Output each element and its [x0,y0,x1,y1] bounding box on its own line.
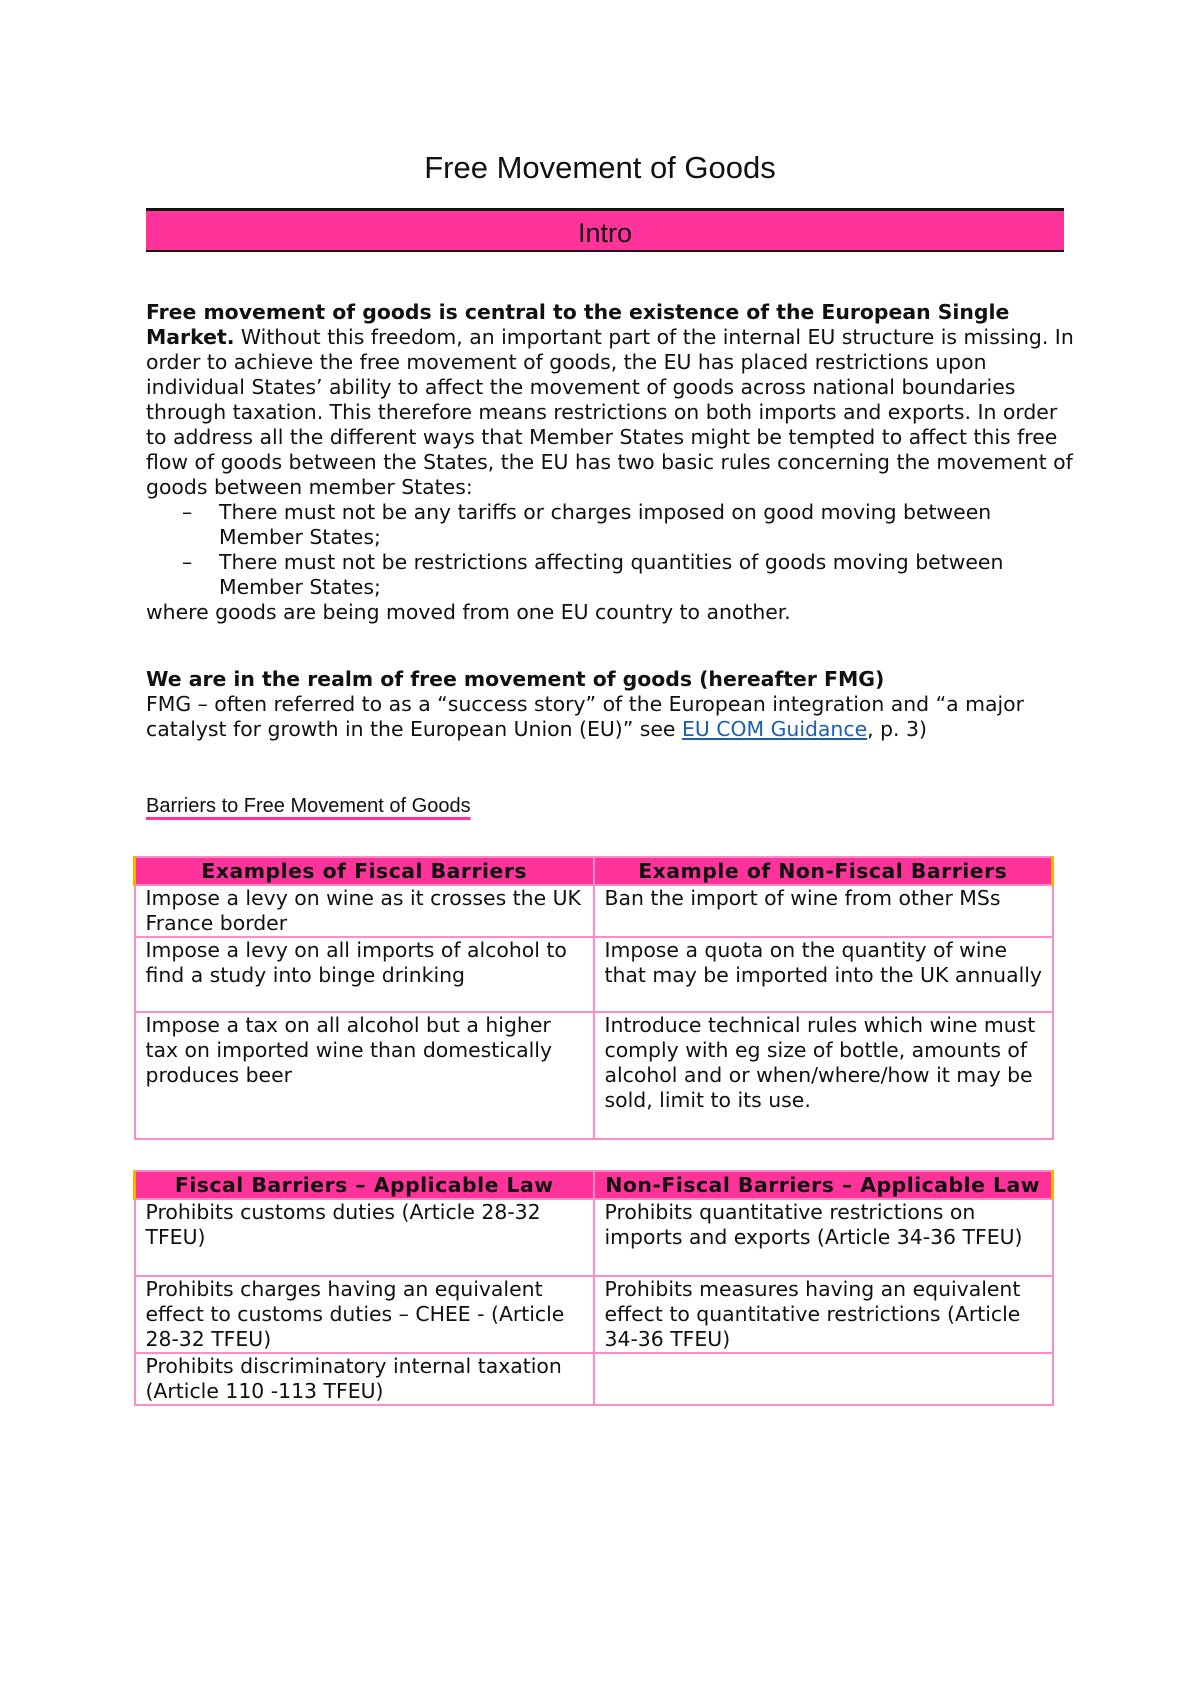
barriers-heading [146,793,477,819]
table-row [135,1353,1053,1405]
barriers-heading-text: Barriers to Free Movement of Goods [146,795,471,817]
table-header: Examples of Fiscal Barriers [135,857,594,885]
table-cell: Prohibits quantitative restrictions on imports and exports (Article 34-36 TFEU) [594,1199,1053,1276]
page-title: Free Movement of Goods [424,150,776,185]
intro-bold-lead: Free movement of goods is central to the existence of the European Single Market. [146,300,1010,349]
table-header: Fiscal Barriers – Applicable Law [135,1171,594,1199]
rules-list [146,500,1076,600]
table-row [135,1199,1053,1276]
table-header-row [135,857,1053,885]
examples-table [133,856,1054,1140]
table-cell: Impose a tax on all alcohol but a higher tax on imported wine than domestically produces beer [135,1012,594,1139]
table-cell: Prohibits customs duties (Article 28-32 TFEU) [135,1199,594,1276]
table-cell: Impose a levy on wine as it crosses the UK France border [135,885,594,937]
table-header: Non-Fiscal Barriers – Applicable Law [594,1171,1053,1199]
dash-marker: – [182,500,193,524]
intro-closing: where goods are being moved from one EU country to another. [146,600,791,624]
table-row [135,937,1053,1012]
table-row [135,1276,1053,1353]
table-cell: Prohibits measures having an equivalent effect to quantitative restrictions (Article 34-36 TFEU) [594,1276,1053,1353]
fmg-heading: We are in the realm of free movement of goods (hereafter FMG) [146,667,885,691]
intro-section-heading: Intro [146,208,1064,252]
applicable-law-table [133,1170,1054,1406]
table-cell: Impose a levy on all imports of alcohol to find a study into binge drinking [135,937,594,1012]
table-row [135,885,1053,937]
fmg-body-end: , p. 3) [867,717,927,741]
intro-paragraph [146,300,1076,625]
table-cell: Ban the import of wine from other MSs [594,885,1053,937]
table-cell: Prohibits charges having an equivalent effect to customs duties – CHEE - (Article 28-32 TFEU) [135,1276,594,1353]
fmg-body-start: FMG – often referred to as a “success story” of the European integration and “a major catalyst for growth in the European Union (EU)” see [146,692,1025,741]
list-item [146,550,1076,600]
table-cell: Introduce technical rules which wine must comply with eg size of bottle, amounts of alcohol and or when/where/how it may be sold, limit to its use. [594,1012,1053,1139]
eu-com-guidance-link[interactable]: EU COM Guidance [681,717,868,741]
list-item [146,500,1076,550]
table-header-row [135,1171,1053,1199]
fmg-paragraph [146,667,1076,742]
dash-marker: – [182,550,193,574]
table-cell: Prohibits discriminatory internal taxation (Article 110 -113 TFEU) [135,1353,594,1405]
table-header: Example of Non-Fiscal Barriers [594,857,1053,885]
intro-body: Without this freedom, an important part of the internal EU structure is missing. In order to achieve the free movement of goods, the EU has placed restrictions upon individual States’ ability to affect the movement of goods across national boundaries through taxation. This therefore means restrictions on both imports and exports. In order to address all the different ways that Member States might be tempted to affect this free flow of goods between the States, the EU has two basic rules concerning the movement of goods between member States: [146,325,1074,499]
table-row [135,1012,1053,1139]
list-item-text: There must not be restrictions affecting quantities of goods moving between Member States; [219,550,1004,599]
table-cell [594,1353,1053,1405]
table-cell: Impose a quota on the quantity of wine that may be imported into the UK annually [594,937,1053,1012]
list-item-text: There must not be any tariffs or charges imposed on good moving between Member States; [219,500,992,549]
